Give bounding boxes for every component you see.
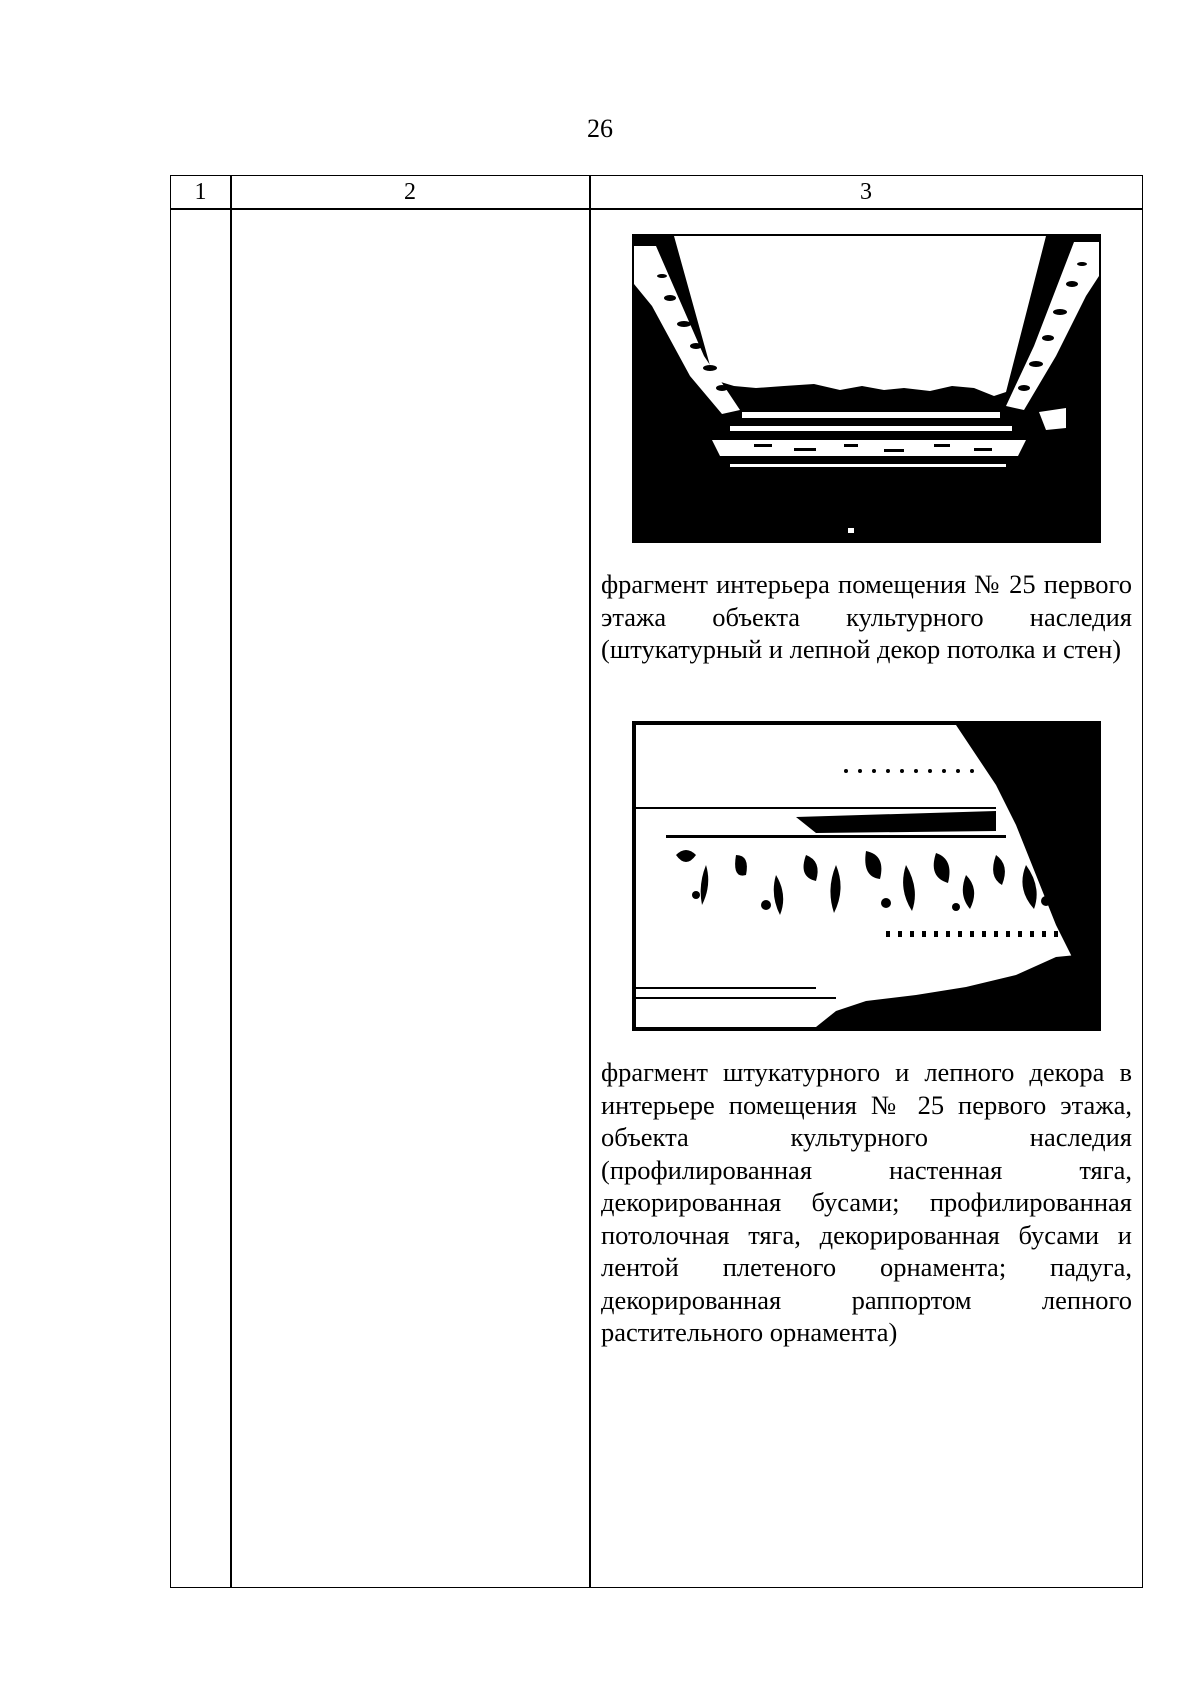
column-header-1: 1 — [194, 179, 207, 205]
photo-caption-1: фрагмент интерьера помещения № 25 первого этажа объекта культурного наследия (штукатурный и лепной декор потолка и стен) — [601, 569, 1132, 664]
molding-decor-photo — [632, 721, 1101, 1031]
column-divider-2 — [589, 175, 591, 1588]
page-number: 26 — [587, 114, 613, 143]
header-divider — [170, 208, 1143, 210]
column-divider-1 — [230, 175, 232, 1588]
column-header-3: 3 — [860, 179, 872, 205]
column-header-2: 2 — [404, 179, 416, 205]
photo-caption-2: фрагмент штукатурного и лепного декора в интерьере помещения № 25 первого этажа, объекта культурного наследия (профилированная настенная тяга, декорированная бусами; профилированная потолочная тяга, декорированная бусами и лентой плетеного орнамента; падуга, декорированная раппортом лепного растительного орнамента) — [601, 1057, 1132, 1347]
ceiling-decor-photo — [632, 234, 1101, 543]
